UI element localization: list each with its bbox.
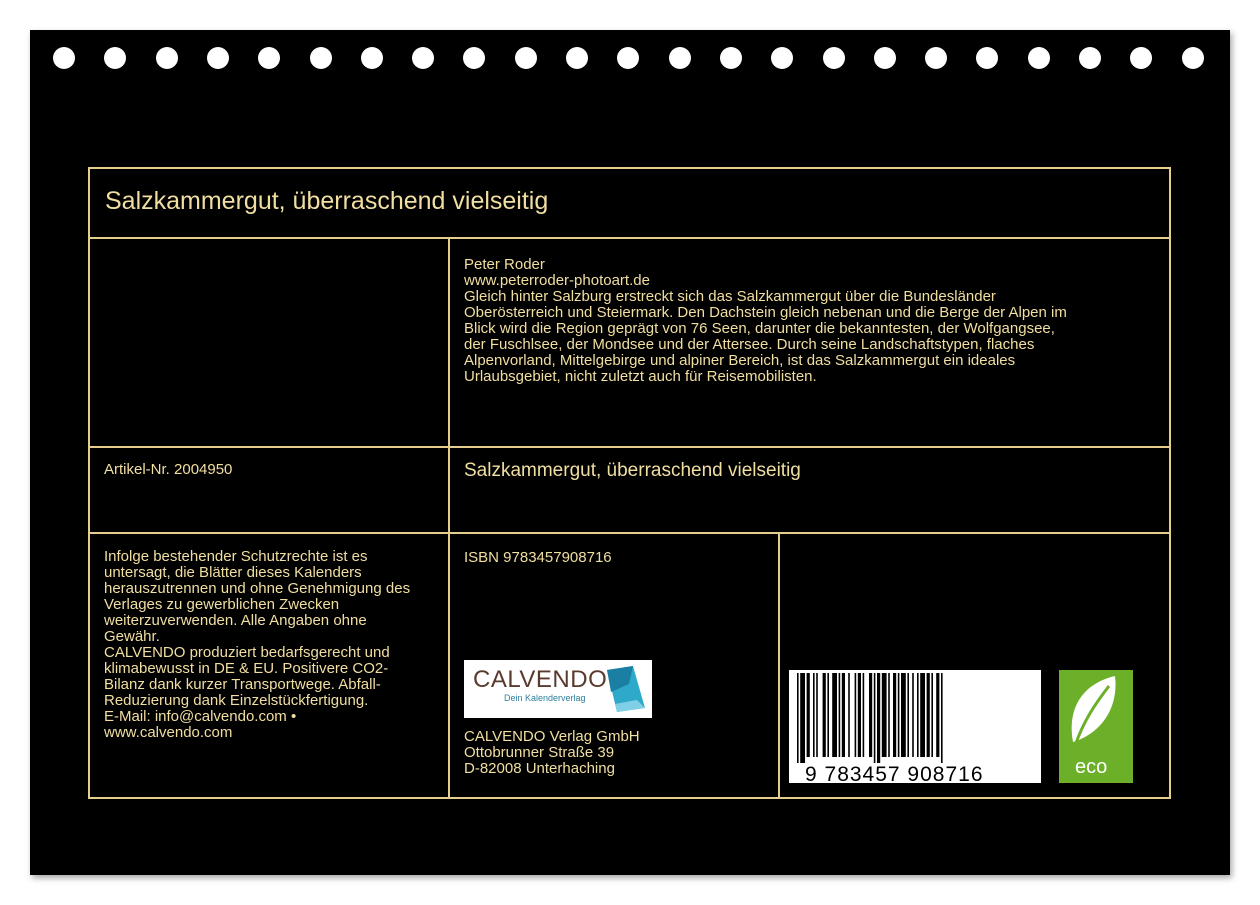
binding-hole	[874, 47, 896, 69]
binding-hole	[1182, 47, 1204, 69]
divider-legal	[88, 532, 1171, 534]
binding-hole	[1130, 47, 1152, 69]
binding-hole	[207, 47, 229, 69]
barcode-bar	[941, 673, 943, 763]
binding-hole	[412, 47, 434, 69]
binding-hole	[361, 47, 383, 69]
divider-column-left	[448, 237, 450, 799]
publisher-address: CALVENDO Verlag GmbH Ottobrunner Straße 39 D-82008 Unterhaching	[464, 728, 640, 777]
barcode-bar	[842, 673, 845, 757]
binding-hole	[515, 47, 537, 69]
barcode-bar	[893, 673, 896, 757]
binding-hole	[720, 47, 742, 69]
binding-hole	[258, 47, 280, 69]
barcode-bar	[882, 673, 887, 757]
calvendo-logo	[464, 660, 652, 718]
barcode-bar	[827, 673, 829, 757]
binding-hole	[53, 47, 75, 69]
binding-hole	[463, 47, 485, 69]
barcode-bar	[858, 673, 861, 757]
binding-hole	[976, 47, 998, 69]
leaf-icon	[1059, 670, 1133, 756]
binding-hole	[823, 47, 845, 69]
barcode-number: 9 783457 908716	[805, 763, 984, 786]
isbn-label: ISBN 9783457908716	[464, 549, 612, 566]
barcode-bar	[807, 673, 810, 757]
binding-hole	[310, 47, 332, 69]
barcode-bar	[832, 673, 837, 757]
barcode-bar	[816, 673, 818, 757]
barcode-bar	[907, 673, 909, 757]
divider-column-right	[778, 532, 780, 799]
barcode-bar	[901, 673, 906, 757]
binding-hole	[925, 47, 947, 69]
author-website: www.peterroder-photoart.de	[464, 272, 650, 289]
binding-hole	[566, 47, 588, 69]
description-text: Gleich hinter Salzburg erstreckt sich das Salzkammergut über die Bundesländer Oberösterreich und Steiermark. Den Dachstein gleich nebenan und die Berge der Alpen im Blick wird die Region geprägt von 76 Seen, darunter die bekanntesten, der Wolfgangsee, der Fuschlsee, der Mondsee und der Attersee. Durch seine Landschaftstypen, flaches Alpenvorland, Mittelgebirge und alpiner Bereich, ist das Salzkammergut ein ideales Urlaubsgebiet, nicht zuletzt auch für Reisemobilisten.	[464, 288, 1067, 385]
barcode-bar	[874, 673, 876, 763]
eco-badge	[1059, 670, 1133, 783]
binding-hole	[1028, 47, 1050, 69]
binding-hole	[156, 47, 178, 69]
article-title: Salzkammergut, überraschend vielseitig	[464, 460, 801, 481]
binding-hole	[1079, 47, 1101, 69]
barcode-bar	[931, 673, 933, 757]
barcode-bar	[813, 673, 815, 757]
calendar-back-cover	[30, 30, 1230, 875]
divider-title	[88, 237, 1171, 239]
author-name: Peter Roder	[464, 256, 545, 273]
binding-hole	[771, 47, 793, 69]
page-title: Salzkammergut, überraschend vielseitig	[105, 187, 549, 215]
barcode-bar	[877, 673, 880, 763]
barcode-bar	[927, 673, 930, 757]
barcode-bars	[795, 673, 1035, 763]
logo-tagline: Dein Kalenderverlag	[504, 693, 586, 703]
binding-hole	[669, 47, 691, 69]
barcode-bar	[855, 673, 857, 757]
eco-label: eco	[1075, 756, 1108, 778]
barcode-bar	[823, 673, 826, 757]
binding-hole	[617, 47, 639, 69]
barcode-bar	[863, 673, 865, 757]
barcode-bar	[888, 673, 890, 757]
barcode-bar	[848, 673, 850, 757]
barcode-bar	[917, 673, 919, 757]
barcode-bar	[869, 673, 872, 757]
spiral-binding-holes	[30, 47, 1230, 69]
calendar-page-icon	[603, 664, 649, 714]
barcode-bar	[800, 673, 805, 763]
barcode-bar	[797, 673, 799, 763]
barcode-bar	[898, 673, 900, 757]
legal-notice: Infolge bestehender Schutzrechte ist es untersagt, die Blätter dieses Kalenders herauszutrennen und ohne Genehmigung des Verlages zu gewerblichen Zwecken weiterzuverwenden. Alle Angaben ohne Gewähr. CALVENDO produziert bedarfsgerecht und klimabewusst in DE & EU. Positivere CO2- Bilanz dank kurzer Transportwege. Abfall- Reduzierung dank Einzelstückfertigung. E-Mail: info@calvendo.com • www.calvendo.com	[104, 548, 411, 741]
divider-article	[88, 446, 1171, 448]
barcode-bar	[920, 673, 925, 757]
barcode-bar	[839, 673, 841, 757]
isbn-barcode	[789, 670, 1041, 786]
binding-hole	[104, 47, 126, 69]
barcode-bar	[936, 673, 939, 757]
logo-wordmark: CALVENDO	[473, 666, 608, 693]
article-number: Artikel-Nr. 2004950	[104, 461, 233, 478]
barcode-bar	[912, 673, 914, 757]
